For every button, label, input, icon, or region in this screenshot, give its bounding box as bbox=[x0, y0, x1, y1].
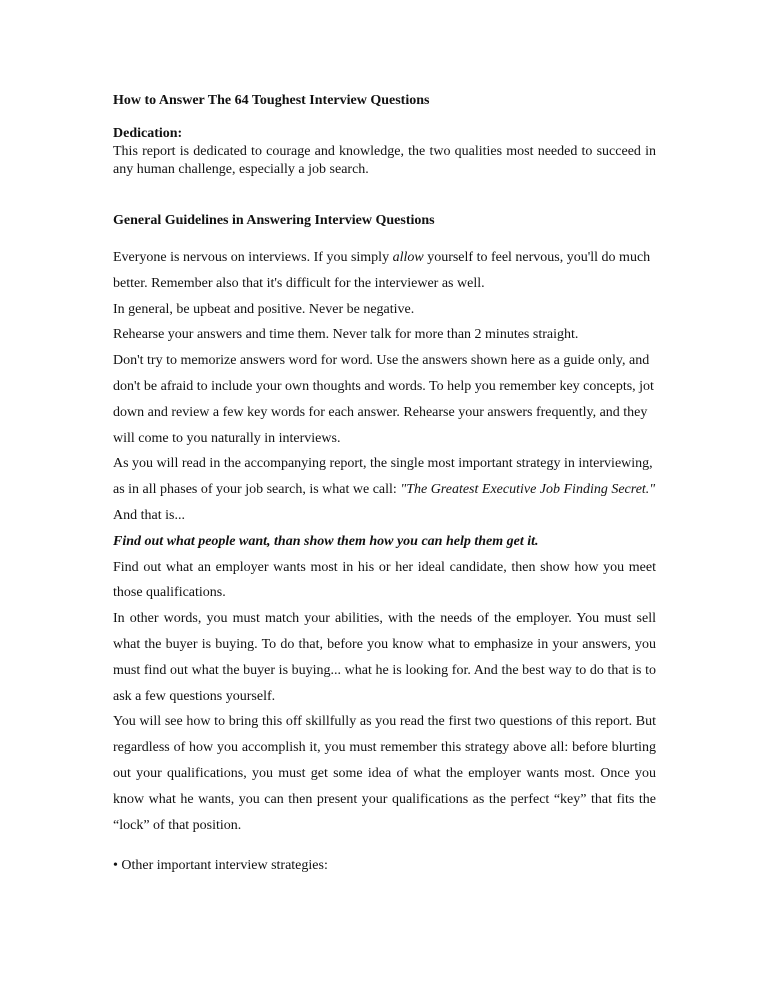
paragraph-nervous-part2: yourself to feel nervous, you'll do much better. Remember also that it's difficult for the interviewer as well. bbox=[113, 250, 651, 291]
paragraph-rehearse: Rehearse your answers and time them. Never talk for more than 2 minutes straight. bbox=[113, 327, 579, 343]
strategy-intro-part2: And that is... bbox=[113, 507, 185, 523]
paragraph-skillfully: You will see how to bring this off skillfully as you read the first two questions of this report. But regardless of how you accomplish it, you must remember this strategy above all: before blurting out your qualifications, you must get some idea of what the employer wants most. Once you know what he wants, you can then present your qualifications as the perfect “key” that fits the “lock” of that position. bbox=[113, 714, 656, 833]
paragraph-memorize: Don't try to memorize answers word for word. Use the answers shown here as a guide only, and don't be afraid to include your own thoughts and words. To help you remember key concepts, jot down and review a few key words for each answer. Rehearse your answers frequently, and they will come to you naturally in interviews. bbox=[113, 353, 654, 446]
greatest-secret-emphasis: "The Greatest Executive Job Finding Secret." bbox=[400, 482, 656, 498]
document-title: How to Answer The 64 Toughest Interview Questions bbox=[113, 93, 430, 108]
paragraph-upbeat: In general, be upbeat and positive. Never be negative. bbox=[113, 301, 415, 317]
paragraph-nervous bbox=[113, 245, 656, 297]
paragraph-strategy-intro bbox=[113, 451, 656, 528]
dedication-text: This report is dedicated to courage and knowledge, the two qualities most needed to succeed in any human challenge, especially a job search. bbox=[113, 144, 656, 177]
paragraph-nervous-part1: Everyone is nervous on interviews. If you simply bbox=[113, 250, 393, 265]
key-strategy-statement: Find out what people want, than show them how you can help them get it. bbox=[113, 533, 539, 549]
document-page bbox=[113, 0, 656, 994]
allow-emphasis: allow bbox=[392, 250, 424, 265]
paragraph-employer-wants: Find out what an employer wants most in his or her ideal candidate, then show how you meet those qualifications. bbox=[113, 559, 656, 601]
bullet-other-strategies: • Other important interview strategies: bbox=[113, 858, 328, 873]
guidelines-body bbox=[113, 245, 656, 838]
guidelines-heading: General Guidelines in Answering Interview Questions bbox=[113, 213, 435, 228]
dedication-heading: Dedication: bbox=[113, 126, 183, 141]
paragraph-match-abilities: In other words, you must match your abilities, with the needs of the employer. You must sell what the buyer is buying. To do that, before you know what to emphasize in your answers, you must find out what the buyer is buying... what he is looking for. And the best way to do that is to ask a few questions yourself. bbox=[113, 611, 656, 704]
strategy-intro-part1: As you will read in the accompanying report, the single most important strategy in interviewing, as in all phases of your job search, is what we call: bbox=[113, 456, 653, 498]
